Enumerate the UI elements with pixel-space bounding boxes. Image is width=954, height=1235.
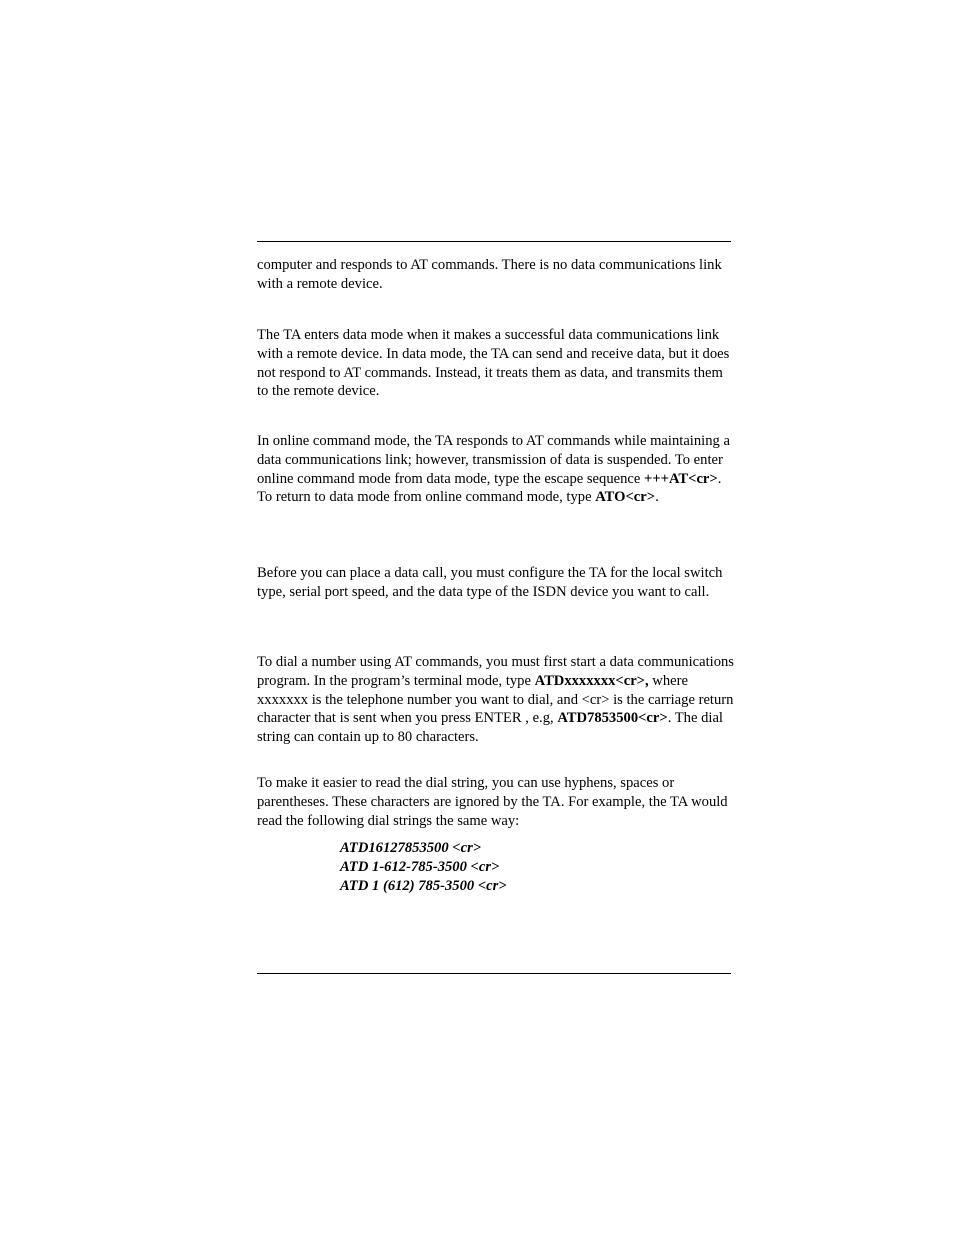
escape-sequence-command: +++AT<cr> <box>644 470 718 487</box>
dial-command-format: ATDxxxxxxx<cr>, <box>534 672 649 689</box>
return-to-data-command: ATO<cr> <box>595 489 656 506</box>
paragraph-text: To dial a number using AT commands, you must first start a data communications program. In the program’s terminal mode, type <box>257 654 734 689</box>
paragraph-configure-ta <box>257 564 735 602</box>
paragraph-data-mode <box>257 326 735 401</box>
paragraph-dial-string-format <box>257 774 735 830</box>
dial-string-examples <box>340 839 507 895</box>
paragraph-dial-number <box>257 653 735 747</box>
paragraph-text: . The dial string can contain up to 80 characters. <box>257 710 723 746</box>
paragraph-text: . To return to data mode from online command mode, type <box>257 470 722 506</box>
paragraph-text: To make it easier to read the dial string, you can use hyphens, spaces or parentheses. These characters are ignored by the TA. For example, the TA would read the following dial strings the same way: <box>257 775 728 829</box>
footer-rule <box>257 973 731 974</box>
dial-string-example: ATD 1 (612) 785-3500 <cr> <box>340 877 507 894</box>
dial-command-example: ATD7853500<cr> <box>557 710 668 727</box>
paragraph-text: where xxxxxxx is the telephone number you want to dial, and <cr> is the carriage return character that is sent when you press ENTER , e.g, <box>257 672 734 727</box>
paragraph-online-command-mode <box>257 432 735 507</box>
paragraph-text: . <box>655 489 659 506</box>
paragraph-text: The TA enters data mode when it makes a successful data communications link with a remote device. In data mode, the TA can send and receive data, but it does not respond to AT commands. Instead, it treats them as data, and transmits them to the remote device. <box>257 327 730 400</box>
paragraph-text: In online command mode, the TA responds to AT commands while maintaining a data communications link; however, transmission of data is suspended. To enter online command mode from data mode, type the escape sequence <box>257 433 730 487</box>
paragraph-command-mode-continued <box>257 256 735 294</box>
dial-string-example: ATD16127853500 <cr> <box>340 840 482 856</box>
paragraph-text: computer and responds to AT commands. There is no data communications link with a remote device. <box>257 257 722 292</box>
paragraph-text: Before you can place a data call, you must configure the TA for the local switch type, serial port speed, and the data type of the ISDN device you want to call. <box>257 565 723 600</box>
header-rule <box>257 241 731 242</box>
dial-string-example: ATD 1-612-785-3500 <cr> <box>340 858 500 875</box>
